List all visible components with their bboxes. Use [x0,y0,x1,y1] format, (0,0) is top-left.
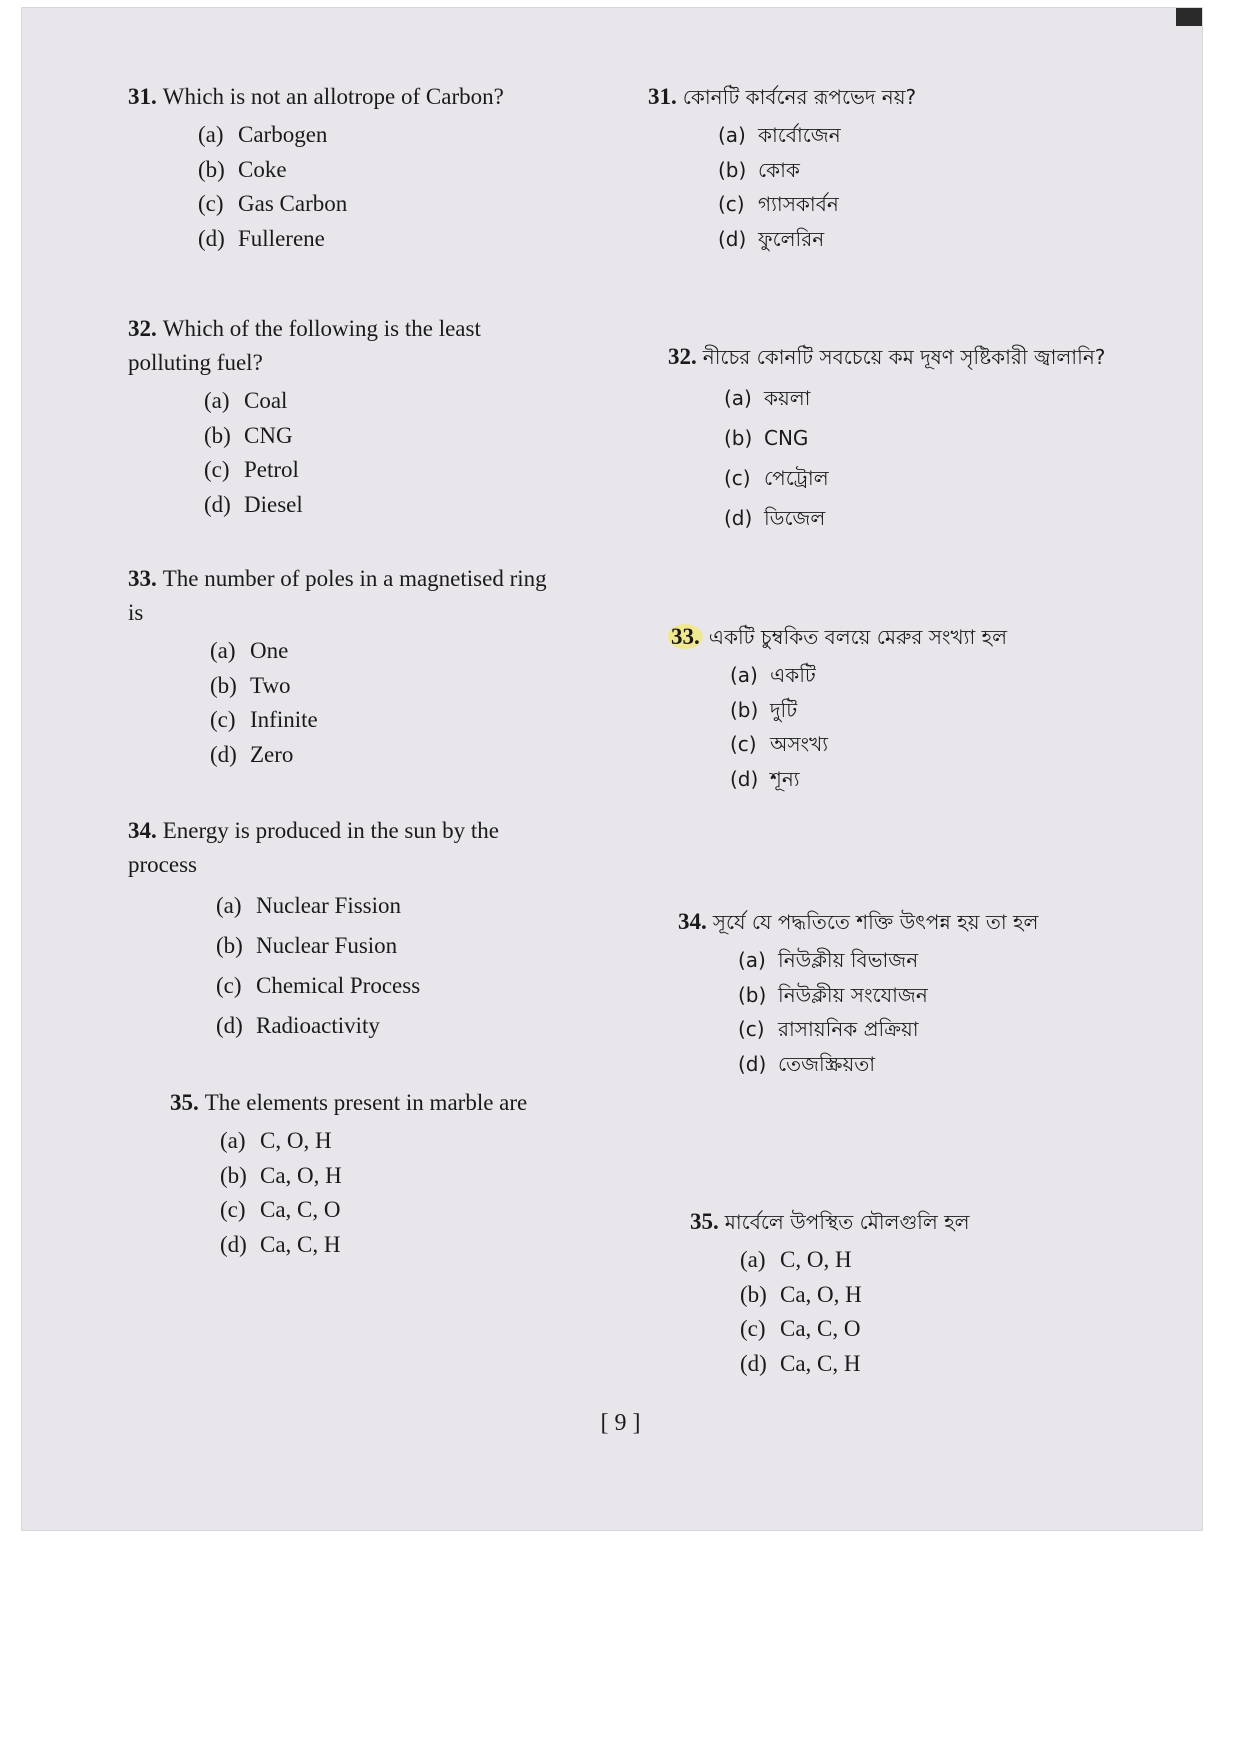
question-stem: Energy is produced in the sun by the process [128,818,499,877]
question-33-bn [648,620,1128,796]
question-number-highlighted: 33. [668,624,703,649]
option: (c) পেট্রোল [724,466,829,490]
page-number: [ 9 ] [600,1410,641,1436]
option: (d) Ca, C, H [220,1231,341,1257]
question-33-en [128,562,628,772]
question-32-bn [648,340,1128,538]
question-31-bn [648,80,1128,256]
option: (a) One [210,638,289,663]
question-stem: The elements present in marble are [204,1090,528,1115]
question-stem: মার্বেলে উপস্থিত মৌলগুলি হল [724,1210,970,1234]
option: (b) CNG [204,422,293,448]
option: (c) রাসায়নিক প্রক্রিয়া [738,1017,919,1041]
option: (a) কয়লা [724,386,811,410]
option: (a) C, O, H [220,1128,332,1153]
question-stem: সূর্যে যে পদ্ধতিতে শক্তি উৎপন্ন হয় তা হল [712,910,1039,934]
question-stem: একটি চুম্বকিত বলয়ে মেরুর সংখ্যা হল [708,625,1008,649]
option: (b) Two [210,672,291,698]
option: (a) Nuclear Fission [216,893,402,918]
option: (b) Nuclear Fusion [216,933,398,958]
option: (d) ফুলেরিন [718,226,825,251]
option: (a) Carbogen [198,122,328,147]
option: (c) Infinite [210,707,318,732]
question-34-bn [648,905,1128,1081]
option: (a) নিউক্লীয় বিভাজন [738,948,919,972]
question-35-en [128,1086,628,1262]
option: (d) Diesel [204,491,303,517]
option: (d) শূন্য [730,766,800,791]
question-number: 35. [690,1209,719,1234]
option: (d) Radioactivity [216,1013,380,1038]
question-number: 31. [128,84,157,109]
option: (d) তেজস্ক্রিয়তা [738,1051,876,1076]
question-stem: কোনটি কার্বনের রূপভেদ নয়? [682,85,917,109]
question-stem: Which of the following is the least polluting fuel? [128,316,481,375]
option: (c) গ্যাসকার্বন [718,192,839,216]
option: (b) Ca, O, H [220,1162,342,1188]
option: (b) Ca, O, H [740,1281,862,1307]
question-number: 31. [648,84,677,109]
question-stem: The number of poles in a magnetised ring is [128,566,547,625]
option: (c) Ca, C, O [740,1316,861,1341]
option: (d) ডিজেল [724,506,826,530]
question-number: 34. [128,818,157,843]
option: (a) C, O, H [740,1247,852,1272]
option: (d) Fullerene [198,225,325,251]
option: (a) একটি [730,663,816,687]
option: (d) Ca, C, H [740,1350,861,1376]
option: (c) Chemical Process [216,973,421,998]
question-number: 35. [170,1090,199,1115]
option: (a) কার্বোজেন [718,123,841,147]
question-number: 32. [668,344,697,369]
option: (c) Ca, C, O [220,1197,341,1222]
question-number: 32. [128,316,157,341]
question-35-bn [648,1205,1128,1381]
option: (a) Coal [204,388,288,413]
question-stem: Which is not an allotrope of Carbon? [162,84,504,109]
question-31-en [128,80,628,256]
option: (b) নিউক্লীয় সংযোজন [738,982,928,1007]
question-stem: নীচের কোনটি সবচেয়ে কম দূষণ সৃষ্টিকারী জ্বালানি? [702,345,1106,369]
sheet-edge-mark [1176,8,1202,26]
option: (b) Coke [198,156,287,182]
option: (c) অসংখ্য [730,732,829,756]
option: (c) Gas Carbon [198,191,348,216]
option: (b) কোক [718,157,800,182]
question-32-en [128,312,628,522]
option: (c) Petrol [204,457,299,482]
question-number: 34. [678,909,707,934]
option: (b) দুটি [730,697,798,722]
option: (b) CNG [724,426,809,450]
question-34-en [128,814,628,1046]
option: (d) Zero [210,741,294,767]
question-number: 33. [128,566,157,591]
